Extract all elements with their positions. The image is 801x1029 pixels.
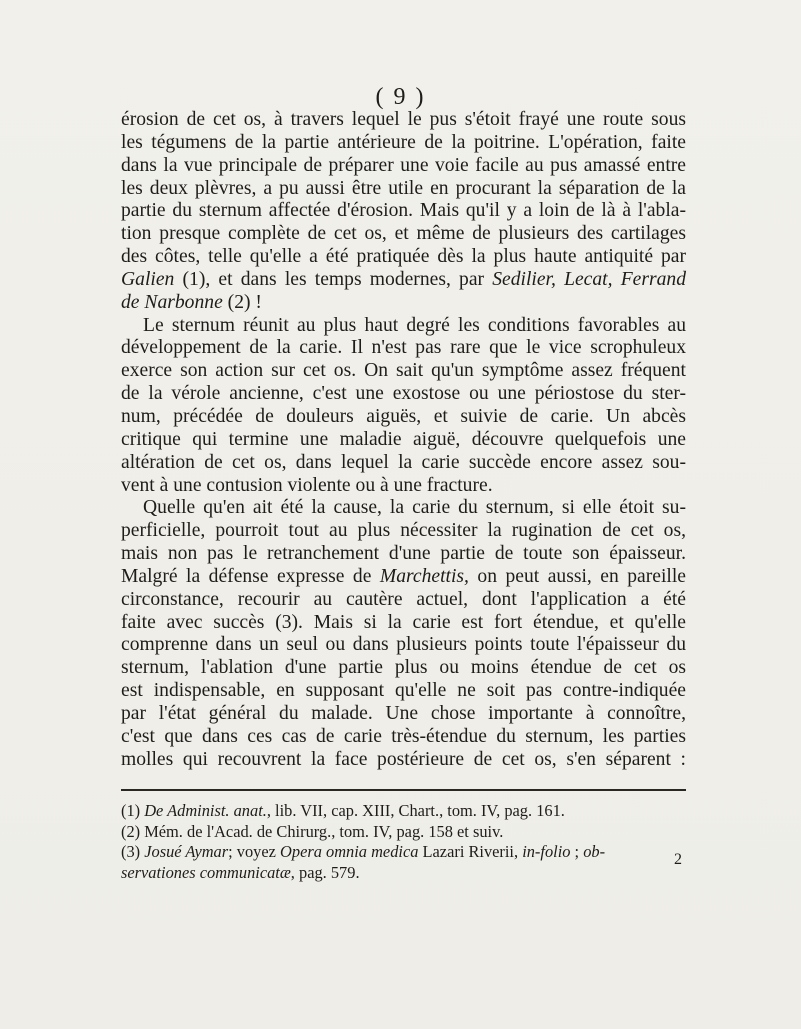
text-line: dans la vue principale de préparer une voie facile au pus amassé entre [121,154,686,176]
text-line-italic-names: de Narbonne (2) ! [121,291,262,313]
footnote-divider [121,789,686,791]
text-line: les tégumens de la partie antérieure de la poitrine. L'opération, faite [121,131,686,153]
text-line: de la vérole ancienne, c'est une exostose ou une périostose du ster- [121,383,686,405]
text-line: mais non pas le retranchement d'une partie de toute son épaisseur. [121,543,686,565]
text-line: c'est que dans ces cas de carie très-étendue du sternum, les parties [121,725,686,747]
paragraph-start: Le sternum réunit au plus haut degré les conditions favorables au [143,314,686,336]
text-line: érosion de cet os, à travers lequel le pus s'étoit frayé une route sous [121,109,686,130]
signature-mark: 2 [674,851,682,868]
text-line: tion presque complète de cet os, et même de plusieurs des cartilages [121,223,686,245]
text-line-italic-names: Galien (1), et dans les temps modernes, par Sedilier, Lecat, Ferrand [121,268,686,290]
text-line: num, précédée de douleurs aiguës, et suivie de carie. Un abcès [121,405,686,427]
text-line-italic-names: Malgré la défense expresse de Marchettis, on peut aussi, en pareille [121,565,686,587]
paragraph-start: Quelle qu'en ait été la cause, la carie du sternum, si elle étoit su- [143,497,686,519]
text-line: sternum, l'ablation d'une partie plus ou moins étendue de cet os [121,657,686,679]
footnote-continuation: servationes communicatæ, pag. 579. [121,862,360,882]
text-line: perficielle, pourroit tout au plus nécessiter la rugination de cet os, [121,520,686,542]
text-line: est indispensable, en supposant qu'elle ne soit pas contre-indiquée [121,680,686,702]
text-line: des côtes, telle qu'elle a été pratiquée dès la plus haute antiquité par [121,246,686,268]
footnote: (2) Mém. de l'Acad. de Chirurg., tom. IV, pag. 158 et suiv. [121,821,504,841]
text-line: circonstance, recourir au cautère actuel, dont l'application a été [121,588,686,610]
footnotes [121,801,686,883]
text-line: comprenne dans un seul ou dans plusieurs points toute l'épaisseur du [121,634,686,656]
text-line: altération de cet os, dans lequel la carie succède encore assez sou- [121,451,686,473]
text-line: les deux plèvres, a pu aussi être utile en procurant la séparation de la [121,177,686,199]
text-line: partie du sternum affectée d'érosion. Mais qu'il y a loin de là à l'abla- [121,200,686,222]
text-line: molles qui recouvrent la face postérieure de cet os, s'en séparent : [121,748,686,770]
text-line: vent à une contusion violente ou à une fracture. [121,474,493,496]
footnote: (1) De Administ. anat., lib. VII, cap. XIII, Chart., tom. IV, pag. 161. [121,801,565,820]
text-line: par l'état général du malade. Une chose importante à connoître, [121,702,686,724]
footnote: (3) Josué Aymar; voyez Opera omnia medica Lazari Riverii, in-folio ; ob- [121,842,606,862]
page-number: ( 9 ) [375,84,426,110]
text-line: développement de la carie. Il n'est pas rare que le vice scrophuleux [121,337,686,359]
body-text [121,109,686,771]
text-line: faite avec succès (3). Mais si la carie est fort étendue, et qu'elle [121,611,686,633]
text-line: exerce son action sur cet os. On sait qu'un symptôme assez fréquent [121,360,686,382]
text-line: critique qui termine une maladie aiguë, découvre quelquefois une [121,428,686,450]
